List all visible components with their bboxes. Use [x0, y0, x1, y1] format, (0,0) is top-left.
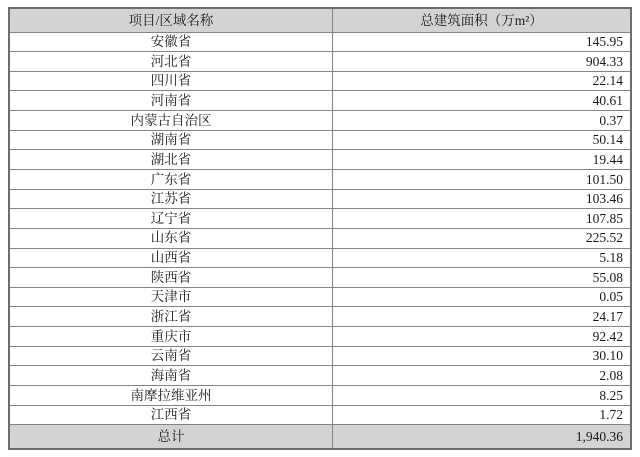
- region-name-cell: 陕西省: [9, 268, 333, 288]
- total-value: 1,940.36: [333, 425, 632, 449]
- column-header-region: 项目/区域名称: [9, 8, 333, 32]
- area-value-cell: 101.50: [333, 169, 632, 189]
- table-row: [9, 130, 631, 150]
- area-value-cell: 145.95: [333, 32, 632, 52]
- region-name-cell: 天津市: [9, 287, 333, 307]
- table-row: [9, 189, 631, 209]
- table-body: [9, 32, 631, 425]
- area-value-cell: 904.33: [333, 52, 632, 72]
- region-name-cell: 江苏省: [9, 189, 333, 209]
- table-row: [9, 327, 631, 347]
- region-name-cell: 四川省: [9, 71, 333, 91]
- region-name-cell: 重庆市: [9, 327, 333, 347]
- area-value-cell: 103.46: [333, 189, 632, 209]
- region-name-cell: 南摩拉维亚州: [9, 386, 333, 406]
- table-row: [9, 405, 631, 425]
- area-value-cell: 24.17: [333, 307, 632, 327]
- total-label: 总计: [9, 425, 333, 449]
- table-row: [9, 169, 631, 189]
- table-row: [9, 307, 631, 327]
- region-name-cell: 浙江省: [9, 307, 333, 327]
- table-row: [9, 52, 631, 72]
- table-footer: [9, 425, 631, 449]
- area-value-cell: 2.08: [333, 366, 632, 386]
- area-value-cell: 22.14: [333, 71, 632, 91]
- header-row: [9, 8, 631, 32]
- table-row: [9, 228, 631, 248]
- area-value-cell: 30.10: [333, 346, 632, 366]
- region-name-cell: 辽宁省: [9, 209, 333, 229]
- region-name-cell: 内蒙古自治区: [9, 111, 333, 131]
- table-row: [9, 32, 631, 52]
- region-name-cell: 湖南省: [9, 130, 333, 150]
- area-value-cell: 40.61: [333, 91, 632, 111]
- region-name-cell: 江西省: [9, 405, 333, 425]
- total-row: [9, 425, 631, 449]
- region-name-cell: 湖北省: [9, 150, 333, 170]
- column-header-area: 总建筑面积（万m²）: [333, 8, 632, 32]
- table-row: [9, 248, 631, 268]
- area-value-cell: 19.44: [333, 150, 632, 170]
- table-header: [9, 8, 631, 32]
- area-value-cell: 8.25: [333, 386, 632, 406]
- table-row: [9, 366, 631, 386]
- area-value-cell: 55.08: [333, 268, 632, 288]
- table-row: [9, 386, 631, 406]
- area-value-cell: 0.05: [333, 287, 632, 307]
- region-name-cell: 云南省: [9, 346, 333, 366]
- region-name-cell: 山西省: [9, 248, 333, 268]
- area-value-cell: 1.72: [333, 405, 632, 425]
- area-value-cell: 50.14: [333, 130, 632, 150]
- table-row: [9, 71, 631, 91]
- table-row: [9, 268, 631, 288]
- region-name-cell: 海南省: [9, 366, 333, 386]
- area-value-cell: 0.37: [333, 111, 632, 131]
- table-row: [9, 209, 631, 229]
- area-value-cell: 92.42: [333, 327, 632, 347]
- table-row: [9, 111, 631, 131]
- table-row: [9, 287, 631, 307]
- area-value-cell: 107.85: [333, 209, 632, 229]
- area-value-cell: 5.18: [333, 248, 632, 268]
- region-name-cell: 山东省: [9, 228, 333, 248]
- region-area-table: [8, 7, 632, 450]
- table-row: [9, 346, 631, 366]
- area-value-cell: 225.52: [333, 228, 632, 248]
- region-name-cell: 安徽省: [9, 32, 333, 52]
- region-name-cell: 河南省: [9, 91, 333, 111]
- table-row: [9, 91, 631, 111]
- region-name-cell: 广东省: [9, 169, 333, 189]
- table-row: [9, 150, 631, 170]
- region-name-cell: 河北省: [9, 52, 333, 72]
